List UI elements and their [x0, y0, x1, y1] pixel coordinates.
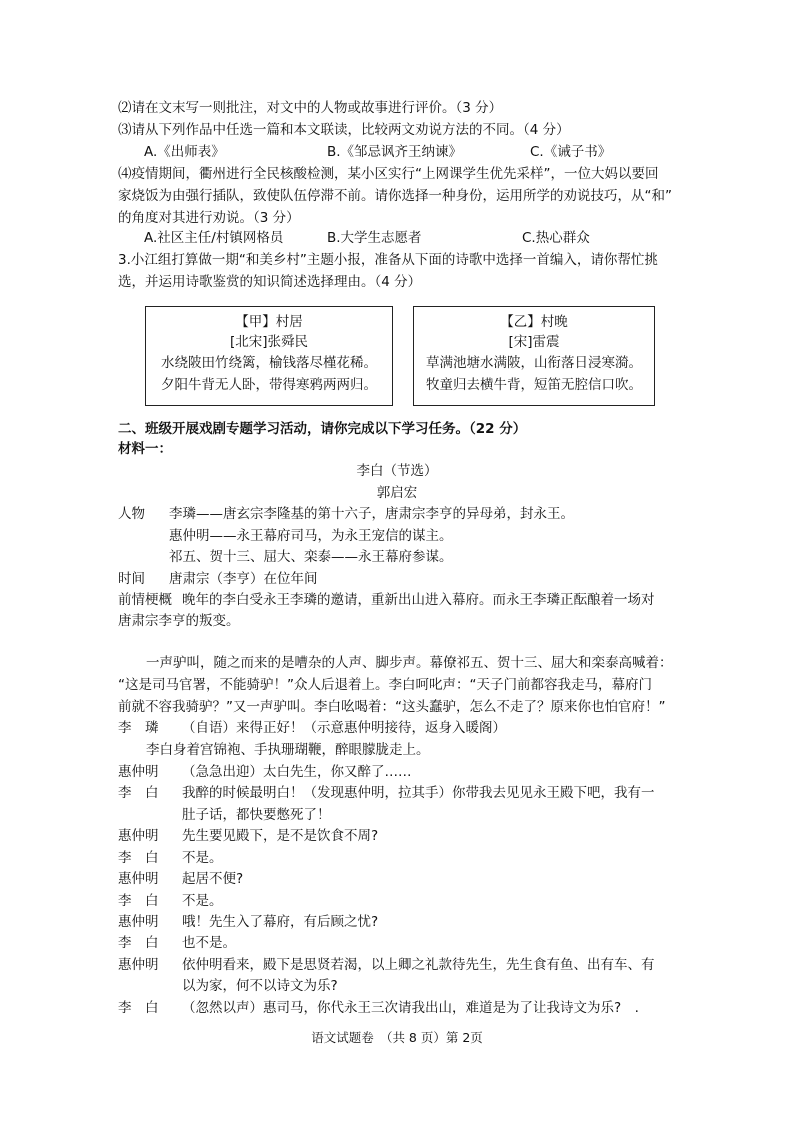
speaker: 李 白	[118, 785, 159, 801]
dialogue-line: 哦！先生入了幕府，有后顾之忧?	[182, 914, 379, 930]
dialogue-line: 也不是。	[182, 935, 236, 951]
characters-label: 人物	[118, 506, 145, 522]
dialogue-line: 先生要见殿下，是不是饮食不周?	[182, 828, 379, 844]
summary-label: 前情梗概	[118, 592, 172, 608]
question-5-line-1: 3.小江组打算做一期“和美乡村”主题小报，准备从下面的诗歌中选择一首编入，请你帮忙挑	[118, 252, 658, 268]
dialogue-line: 依仲明看来，殿下是思贤若渴，以上卿之礼款待先生，先生食有鱼、出有车、有	[182, 957, 655, 973]
time-text: 唐肃宗（李亨）在位年间	[169, 571, 318, 587]
poem-box-jia	[145, 306, 393, 406]
speaker: 李 白	[118, 1000, 159, 1016]
dialogue-line-continued: 肚子话，都快要憋死了！	[182, 807, 331, 823]
page-footer: 语文试题卷 （共 8 页）第 2页	[311, 1030, 483, 1045]
poem-yi-author: [宋]雷震	[508, 334, 560, 350]
question-3: ⑶请从下列作品中任选一篇和本文联读，比较两文劝说方法的不同。（4 分）	[118, 122, 570, 138]
question-3-option-a: A.《出师表》	[144, 144, 225, 160]
dialogue-line: （急急出迎）太白先生，你又醉了……	[182, 764, 412, 780]
speaker: 惠仲明	[118, 914, 159, 930]
speaker: 李 白	[118, 893, 159, 909]
poem-jia-title: 【甲】村居	[235, 314, 303, 330]
dialogue-line: （忽然以声）惠司马，你代永王三次请我出山，难道是为了让我诗文为乐? .	[182, 1000, 639, 1016]
play-title: 李白（节选）	[356, 463, 438, 479]
question-4-option-b: B.大学生志愿者	[327, 230, 422, 246]
speaker: 惠仲明	[118, 871, 159, 887]
dialogue-line: 起居不便?	[182, 871, 244, 887]
speaker: 李 白	[118, 935, 159, 951]
character-1: 李璘——唐玄宗李隆基的第十六子，唐肃宗李亨的异母弟，封永王。	[169, 506, 574, 522]
dialogue-line: 不是。	[182, 850, 223, 866]
stage-direction-line-1: 一声驴叫，随之而来的是嘈杂的人声、脚步声。幕僚祁五、贺十三、屈大和栾泰高喊着：	[146, 655, 673, 671]
stage-direction-line-3: 前就不容我骑驴？”又一声驴叫。李白吆喝着：“这头蠢驴，怎么不走了？原来你也怕官府！”	[118, 699, 666, 715]
summary-line-2: 唐肃宗李亨的叛变。	[118, 613, 240, 629]
question-4-option-a: A.社区主任/村镇网格员	[144, 230, 284, 246]
question-2: ⑵请在文末写一则批注，对文中的人物或故事进行评价。（3 分）	[118, 100, 503, 116]
summary-line-1: 晚年的李白受永王李璘的邀请，重新出山进入幕府。而永王李璘正酝酿着一场对	[182, 592, 655, 608]
question-4-line-2: 家烧饭为由强行插队，致使队伍停滞不前。请你选择一种身份，运用所学的劝说技巧，从“和”	[118, 188, 672, 204]
question-5-line-2: 选，并运用诗歌鉴赏的知识简述选择理由。（4 分）	[118, 274, 422, 290]
poem-box-yi	[413, 306, 655, 406]
time-label: 时间	[118, 571, 145, 587]
material-1-label: 材料一：	[118, 441, 172, 457]
poem-yi-title: 【乙】村晚	[500, 314, 568, 330]
character-3: 祁五、贺十三、屈大、栾泰——永王幕府参谋。	[169, 549, 453, 565]
dialogue-line: 不是。	[182, 893, 223, 909]
poem-yi-line-1: 草满池塘水满陂，山衔落日浸寒漪。	[426, 355, 642, 371]
character-2: 惠仲明——永王幕府司马，为永王宠信的谋主。	[169, 528, 453, 544]
dialogue-line-continued: 以为家，何不以诗文为乐?	[182, 978, 338, 994]
question-3-option-b: B.《邹忌讽齐王纳谏》	[327, 144, 463, 160]
speaker: 惠仲明	[118, 828, 159, 844]
speaker: 惠仲明	[118, 764, 159, 780]
question-4-option-c: C.热心群众	[522, 230, 590, 246]
question-4-line-1: ⑷疫情期间，衢州进行全民核酸检测，某小区实行“上网课学生优先采样”，一位大妈以要回	[118, 166, 659, 182]
dialogue-line: （自语）来得正好！（示意惠仲明接待，返身入暖阁）	[182, 720, 506, 736]
speaker: 李 璘	[118, 720, 159, 736]
question-3-option-c: C.《诫子书》	[530, 144, 612, 160]
stage-direction-enter: 李白身着宫锦袍、手执珊瑚鞭，醉眼朦胧走上。	[146, 742, 430, 758]
section-2-heading: 二、班级开展戏剧专题学习活动，请你完成以下学习任务。（22 分）	[118, 421, 527, 437]
poem-yi-line-2: 牧童归去横牛背，短笛无腔信口吹。	[426, 377, 642, 393]
stage-direction-line-2: “这是司马官署，不能骑驴！”众人后退着上。李白呵叱声：“天子门前都容我走马，幕府门	[118, 677, 652, 693]
play-author: 郭启宏	[376, 485, 418, 501]
poem-jia-line-2: 夕阳牛背无人卧，带得寒鸦两两归。	[161, 377, 377, 393]
poem-jia-author: [北宋]张舜民	[229, 334, 309, 350]
speaker: 惠仲明	[118, 957, 159, 973]
dialogue-line: 我醉的时候最明白！（发现惠仲明，拉其手）你带我去见见永王殿下吧，我有一	[182, 785, 655, 801]
speaker: 李 白	[118, 850, 159, 866]
poem-jia-line-1: 水绕陂田竹绕篱，榆钱落尽槿花稀。	[161, 355, 377, 371]
question-4-line-3: 的角度对其进行劝说。（3 分）	[118, 210, 300, 226]
